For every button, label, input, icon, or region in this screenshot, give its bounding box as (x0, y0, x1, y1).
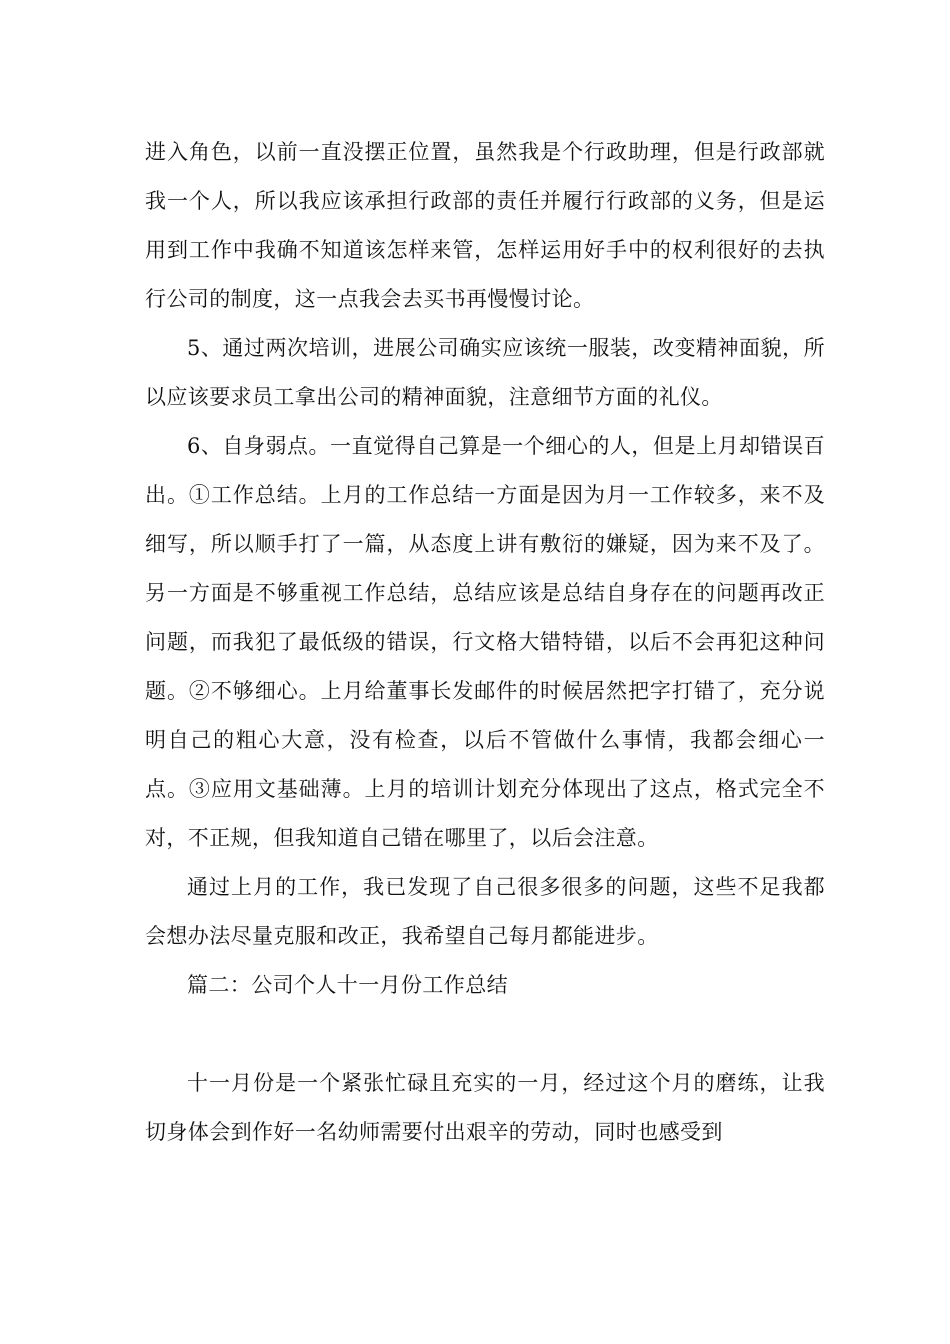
paragraph-conclusion: 通过上月的工作，我已发现了自己很多很多的问题，这些不足我都会想办法尽量克服和改正，我希望自己每月都能进步。 (145, 875, 825, 948)
paragraph-role: 进入角色，以前一直没摆正位置，虽然我是个行政助理，但是行政部就我一个人，所以我应该承担行政部的责任并履行行政部的义务，但是运用到工作中我确不知道该怎样来管，怎样运用好手中的权利很好的去执行公司的制度，这一点我会去买书再慢慢讨论。 (145, 140, 825, 311)
paragraph-training: 5、通过两次培训，进展公司确实应该统一服装，改变精神面貌，所以应该要求员工拿出公司的精神面貌，注意细节方面的礼仪。 (145, 336, 825, 409)
blank-line (145, 1010, 825, 1059)
paragraph-november: 十一月份是一个紧张忙碌且充实的一月，经过这个月的磨练，让我切身体会到作好一名幼师需要付出艰辛的劳动，同时也感受到 (145, 1071, 825, 1144)
document-body (145, 128, 825, 1157)
section-heading: 篇二：公司个人十一月份工作总结 (187, 973, 508, 997)
paragraph-weaknesses: 6、自身弱点。一直觉得自己算是一个细心的人，但是上月却错误百出。①工作总结。上月的工作总结一方面是因为月一工作较多，来不及细写，所以顺手打了一篇，从态度上讲有敷衍的嫌疑，因为来不及了。另一方面是不够重视工作总结，总结应该是总结自身存在的问题再改正问题，而我犯了最低级的错误，行文格大错特错，以后不会再犯这种问题。②不够细心。上月给董事长发邮件的时候居然把字打错了，充分说明自己的粗心大意，没有检查，以后不管做什么事情，我都会细心一点。③应用文基础薄。上月的培训计划充分体现出了这点，格式完全不对，不正规，但我知道自己错在哪里了，以后会注意。 (145, 434, 825, 850)
